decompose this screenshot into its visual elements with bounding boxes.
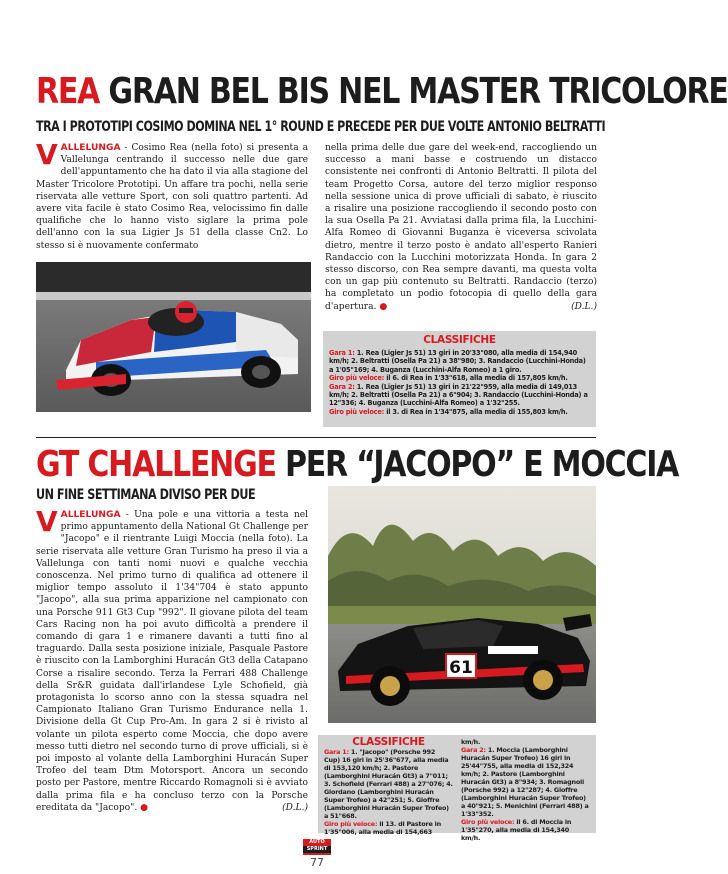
car-number: 61 bbox=[449, 658, 473, 678]
article1-col2 bbox=[325, 142, 597, 322]
article1-results-box bbox=[323, 331, 596, 427]
magazine-logo bbox=[303, 839, 331, 855]
article1-results-title: CLASSIFICHE bbox=[423, 334, 496, 346]
fastest-lap1-text: il 6. di Rea in 1'33"618, alla media di 157,805 km/h. bbox=[384, 374, 568, 383]
page-number: 77 bbox=[310, 856, 324, 869]
race1-results: 1. Rea (Ligier Js 51) 13 giri in 20'33"080, alla media di 154,940 km/h; 2. Beltratti (Osella Pa 21) a 38"980; 3. Randaccio (Lucchini-Honda) a 1'05"169; 4. Buganza (Lucchini-Alfa Romeo) a 1 giro. bbox=[329, 349, 586, 374]
article1-title bbox=[36, 72, 728, 112]
article2-signature: (D.L.) bbox=[282, 802, 308, 813]
article2-title-black: PER “JACOPO” E MOCCIA bbox=[284, 444, 679, 485]
race2-results: 1. Moccia (Lamborghini Huracán Super Trofeo) 16 giri in 25'44"755, alla media di 152,324 km/h; 2. Pastore (Lamborghini Huracán Gt3) a 8"934; 3. Romagnoli (Porsche 992) a 12"287; 4. Gioffre (Lamborghini Huracán Super Trofeo) a 40"921; 5. Menichini (Ferrari 488) a 1'33"352. bbox=[461, 746, 589, 818]
fastest-lap2-text: il 3. di Rea in 1'34"875, alla media di 155,803 km/h. bbox=[384, 407, 568, 416]
end-mark-icon: ● bbox=[137, 802, 149, 813]
section-divider bbox=[36, 437, 596, 438]
logo-top-text: AUTO bbox=[309, 839, 325, 845]
article1-dropcap: V bbox=[36, 138, 58, 171]
article1-signature: (D.L.) bbox=[571, 301, 597, 312]
article1-photo bbox=[36, 262, 311, 412]
article1-title-black: GRAN BEL BIS NEL MASTER TRICOLORE bbox=[108, 71, 728, 112]
article1-col1-text: - Cosimo Rea (nella foto) si presenta a Vallelunga centrando il successo nelle due gare dell'appuntamento che ha dato il via alla stagione del Master Tricolore Prototipi. Un affare tra pochi, nella serie riservata alle vetture Sport, con soli quattro partenti. Ad avere vita facile è stato Cosimo Rea, velocissimo fin dalle qualifiche che lo hanno visto siglare la prima pole dell'anno con la sua Ligier Js 51 della classe Cn2. Lo stesso si è nuovamente confermato bbox=[36, 143, 308, 251]
race1-results: 1. "Jacopo" (Porsche 992 Cup) 16 giri in 25'36"677, alla media di 153,120 km/h; 2. Pastore (Lamborghini Huracán Gt3) a 7"011; 3. Schofield (Ferrari 488) a 27"076; 4. Giordano (Lamborghini Huracán Super Trofeo) a 42"251; 5. Gioffre (Lamborghini Huracán Super Trofeo) a 51"668. bbox=[324, 748, 453, 820]
fastest-lap1-label: Giro più veloce: bbox=[329, 374, 385, 383]
article2-body bbox=[36, 505, 308, 834]
article2-dropcap: V bbox=[36, 505, 58, 538]
article2-title-red: GT CHALLENGE bbox=[36, 444, 276, 485]
article2-text: - Una pole e una vittoria a testa nel primo appuntamento della National Gt Challenge per "Jacopo" e il rientrante Luigi Moccia (nella foto). La serie riservata alle vetture Gran Turismo ha preso il via a Vallelunga con tanti nomi nuovi e qualche vecchia conoscenza. Nel primo turno di qualifica ad ottenere il miglior tempo assoluto il 1'34"704 è stato appunto "Jacopo", alla sua prima apparizione nel campionato con una Porsche 911 Gt3 Cup "992". Il giovane pilota del team Cars Racing non ha poi avuto difficoltà a prendere il comando di gara 1 e rimanere davanti a tutti fino al traguardo. Dalla sesta posizione iniziale, Pasquale Pastore è riuscito con la Lamborghini Huracán Gt3 della Catapano Corse a risalire secondo. Terza la Ferrari 488 Challenge della Sr&R guidata dall'irlandese Lyle Schofield, già protagonista lo scorso anno con la stessa squadra nel Campionato Italiano Gran Turismo Endurance nella 1. Divisione della Gt Cup Pro-Am. In gara 2 si è rivisto al volante un pilota esperto come Moccia, che dopo avere messo tutti dietro nel secondo turno di prove ufficiali, si è poi imposto al volante della Lamborghini Huracán Super Trofeo del team Dtm Motorsport. Ancora un secondo posto per Pastore, mentre Riccardo Romagnoli si è avviato dalla prima fila e ha concluso terzo con la Porsche ereditata da "Jacopo". bbox=[36, 510, 308, 813]
article2-results-text bbox=[318, 735, 596, 842]
fastest-lap1-label: Giro più veloce: bbox=[324, 820, 378, 828]
gt-car-image bbox=[328, 486, 596, 723]
race2-results: 1. Rea (Ligier Js 51) 13 giri in 21'22"959, alla media di 149,013 km/h; 2. Beltratti (Osella Pa 21) a 6"904; 3. Randaccio (Lucchini-Honda) a 12"336; 4. Buganza (Lucchini-Alfa Romeo) a 1'32"255. bbox=[329, 382, 588, 408]
end-mark-icon: ● bbox=[376, 301, 388, 312]
fastest-lap2-text: il 6. di Moccia in 1'35"270, alla media di 154,340 km/h. bbox=[461, 818, 572, 842]
race1-label: Gara 1: bbox=[329, 349, 355, 357]
fastest-lap2-label: Giro più veloce: bbox=[461, 818, 515, 826]
article1-results-text bbox=[323, 346, 596, 416]
race-car-image bbox=[36, 262, 311, 412]
fastest-lap1-text: il 13. di Pastore in 1'35"006, alla media di 154,663 km/h. bbox=[324, 738, 481, 836]
article2-subtitle: UN FINE SETTIMANA DIVISO PER DUE bbox=[36, 487, 256, 503]
article2-results-box bbox=[318, 735, 596, 842]
article1-col2-text: nella prima delle due gare del week-end, raccogliendo un successo a mani basse e costruendo un distacco consistente nei confronti di Antonio Beltratti. Il pilota del team Progetto Corsa, autore del terzo miglior responso nella sessione unica di prove ufficiali di sabato, è riuscito a risalire una posizione raccogliendo il secondo posto con la sua Osella Pa 21. Avviatasi dalla prima fila, la Lucchini-Alfa Romeo di Giovanni Buganza è viceversa scivolata dietro, mentre il terzo posto è andato all'esperto Ranieri Randaccio con la Lucchini motorizzata Honda. In gara 2 stesso discorso, con Rea sempre davanti, ma questa volta con un gap più contenuto su Beltratti. Randaccio (terzo) ha completato un podio fotocopia di quello della gara d'apertura. bbox=[325, 143, 597, 312]
article1-lead: ALLELUNGA bbox=[60, 143, 121, 153]
article1-title-red: REA bbox=[36, 71, 100, 112]
logo-bottom-text: SPRINT bbox=[303, 846, 331, 853]
article2-title bbox=[36, 445, 678, 485]
article2-lead: ALLELUNGA bbox=[60, 510, 121, 520]
article1-subtitle: TRA I PROTOTIPI COSIMO DOMINA NEL 1° ROUND E PRECEDE PER DUE VOLTE ANTONIO BELTRATTI bbox=[36, 119, 606, 135]
article2-photo bbox=[328, 486, 596, 723]
article2-results-title: CLASSIFICHE bbox=[352, 736, 425, 748]
race2-label: Gara 2: bbox=[329, 382, 355, 391]
race1-label: Gara 1: bbox=[324, 748, 349, 756]
fastest-lap2-label: Giro più veloce: bbox=[329, 407, 385, 416]
race2-label: Gara 2: bbox=[461, 746, 486, 754]
article1-col1 bbox=[36, 138, 308, 262]
